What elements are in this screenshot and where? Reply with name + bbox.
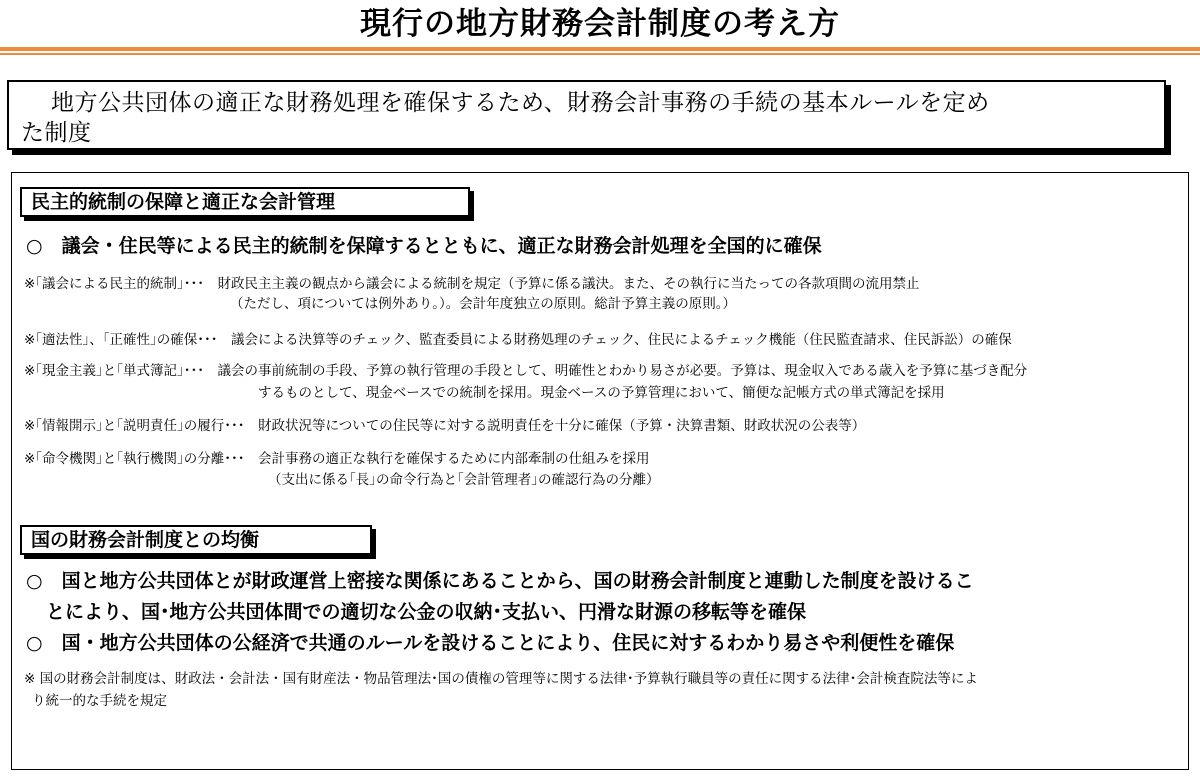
bullet-common-rules: ○ 国・地方公共団体の公経済で共通のルールを設けることにより、住民に対するわかり易さや利便性を確保 <box>26 632 955 654</box>
bullet-democratic-control: ○ 議会・住民等による民主的統制を保障するとともに、適正な財務会計処理を全国的に確保 <box>26 235 822 257</box>
title-rule <box>0 47 1200 51</box>
section-heading-democratic-control: 民主的統制の保障と適正な会計管理 <box>20 187 470 217</box>
definition-line-1: 地方公共団体の適正な財務処理を確保するため、財務会計事務の手続の基本ルールを定め <box>51 90 990 116</box>
note-assembly-control: ※｢議会による民主的統制｣･･･ 財政民主主義の観点から議会による統制を規定（予算に係る議決。また、その執行に当たっての各款項間の流用禁止 <box>24 276 920 292</box>
note-separation-cont: （支出に係る｢長｣の命令行為と｢会計管理者｣の確認行為の分離） <box>268 472 660 488</box>
note-national-system: ※ 国の財務会計制度は、財政法・会計法・国有財産法・物品管理法･国の債権の管理等に関する法律･予算執行職員等の責任に関する法律･会計検査院法等によ <box>24 671 978 687</box>
note-separation: ※｢命令機関｣と｢執行機関｣の分離･･･ 会計事務の適正な執行を確保するために内部牽制の仕組みを採用 <box>24 451 650 467</box>
bullet-national-linkage-cont: とにより、国･地方公共団体間での適切な公金の収納･支払い、円滑な財源の移転等を確保 <box>46 601 807 623</box>
note-disclosure: ※｢情報開示｣と｢説明責任｣の履行･･･ 財政状況等についての住民等に対する説明責任を十分に確保（予算・決算書類、財政状況の公表等） <box>24 418 866 434</box>
note-legality-accuracy: ※｢適法性｣、｢正確性｣の確保･･･ 議会による決算等のチェック、監査委員による財務処理のチェック、住民によるチェック機能（住民監査請求、住民訴訟）の確保 <box>24 332 1012 348</box>
bullet-national-linkage: ○ 国と地方公共団体とが財政運営上密接な関係にあることから、国の財務会計制度と連動した制度を設けるこ <box>26 570 974 592</box>
note-assembly-control-cont: （ただし、項については例外あり。）。会計年度独立の原則。総計予算主義の原則。） <box>230 296 736 312</box>
note-cash-basis-cont: するものとして、現金ベースでの統制を採用。現金ベースの予算管理において、簡便な記帳方式の単式簿記を採用 <box>258 385 945 401</box>
main-content-box <box>11 172 1189 770</box>
definition-line-2: た制度 <box>21 120 92 146</box>
page-title: 現行の地方財務会計制度の考え方 <box>360 6 840 42</box>
note-national-system-cont: り統一的な手続を規定 <box>32 693 167 709</box>
definition-box <box>7 80 1166 150</box>
title-rule-thin <box>0 53 1200 55</box>
section-heading-national-balance: 国の財務会計制度との均衡 <box>20 525 372 555</box>
note-cash-basis: ※｢現金主義｣と｢単式簿記｣･･･ 議会の事前統制の手段、予算の執行管理の手段として、明確性とわかり易さが必要。予算は、現金収入である歳入を予算に基づき配分 <box>24 363 1028 379</box>
